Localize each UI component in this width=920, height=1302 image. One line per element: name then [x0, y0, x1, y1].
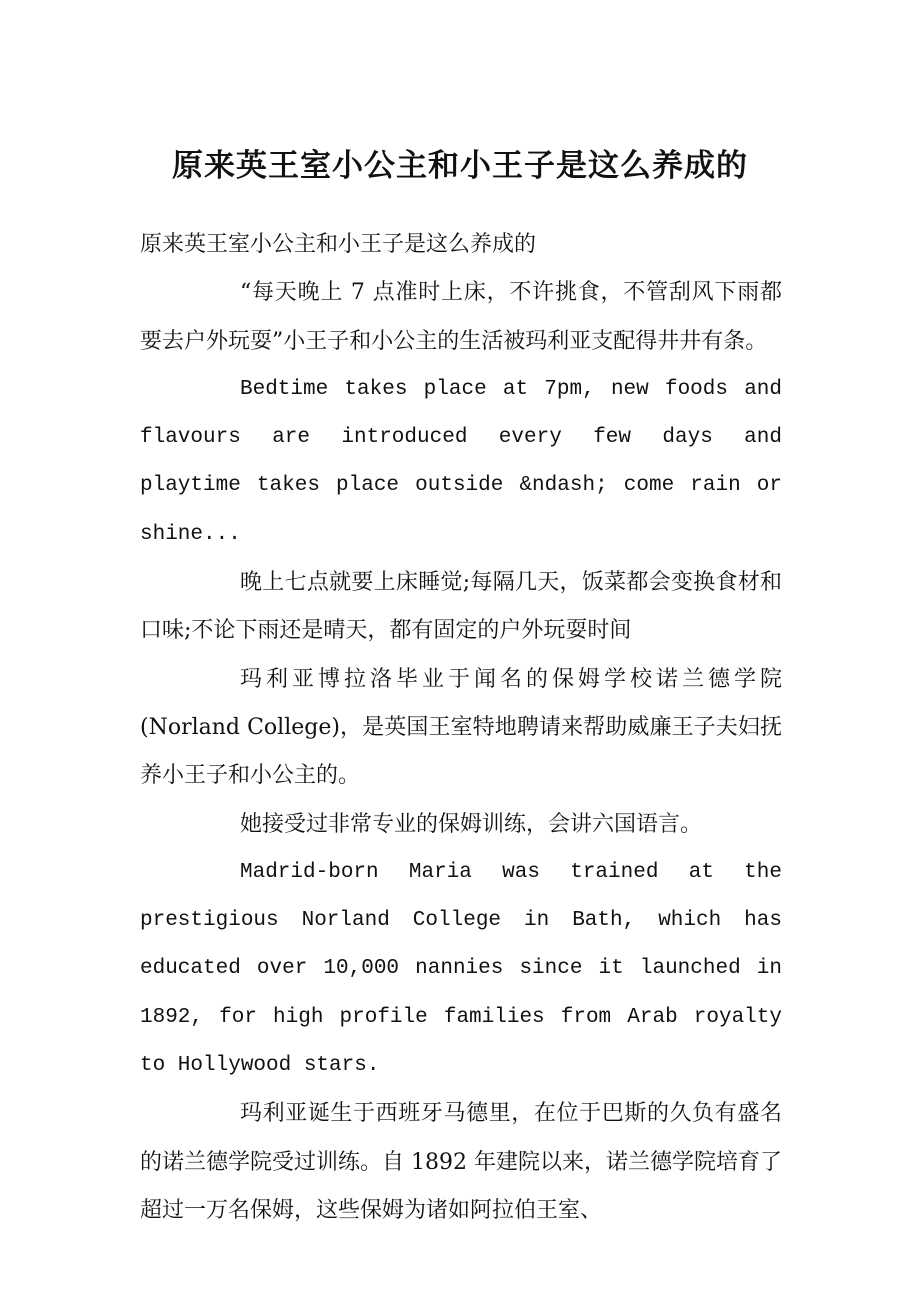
paragraph-1: “每天晚上 7 点准时上床，不许挑食，不管刮风下雨都要去户外玩耍”小王子和小公主的生活被玛利亚支配得井井有条。	[140, 280, 782, 354]
paragraph-7: 玛利亚诞生于西班牙马德里，在位于巴斯的久负有盛名的诺兰德学院受过训练。自 1892 年建院以来，诺兰德学院培育了超过一万名保姆，这些保姆为诸如阿拉伯王室、	[140, 1101, 782, 1223]
subtitle: 原来英王室小公主和小王子是这么养成的	[140, 232, 537, 257]
document-body	[140, 221, 782, 1235]
paragraph-3: 晚上七点就要上床睡觉;每隔几天，饭菜都会变换食材和口味;不论下雨还是晴天，都有固定的户外玩耍时间	[140, 570, 782, 644]
paragraph-4: 玛利亚博拉洛毕业于闻名的保姆学校诺兰德学院(Norland College)，是英国王室特地聘请来帮助威廉王子夫妇抚养小王子和小公主的。	[140, 666, 782, 789]
paragraph-6: Madrid-born Maria was trained at the prestigious Norland College in Bath, which has educated over 10,000 nannies since it launched in 1892, for high profile families from Arab royalty to Hollywood stars.	[140, 860, 782, 1078]
paragraph-2: Bedtime takes place at 7pm, new foods and flavours are introduced every few days and playtime takes place outside &ndash; come rain or shine...	[140, 377, 782, 546]
page-title: 原来英王室小公主和小王子是这么养成的	[172, 148, 748, 184]
paragraph-5: 她接受过非常专业的保姆训练，会讲六国语言。	[240, 811, 703, 837]
